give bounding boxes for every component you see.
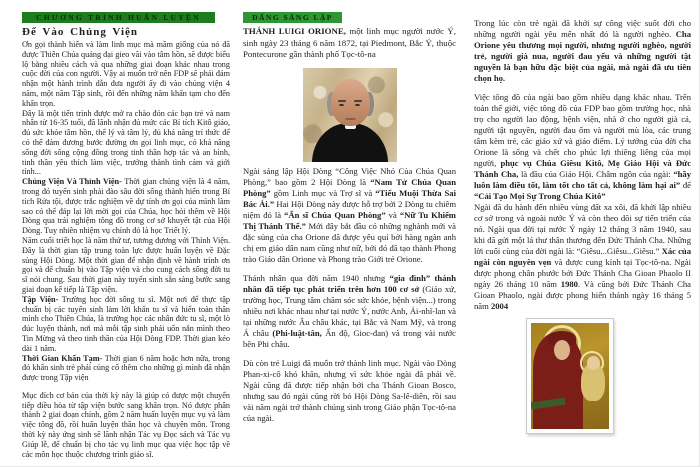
paragraph: Ơn gọi thành hiến và làm linh mục mà mầm giống của nó đã được Thiên Chúa quảng đại gieo vãi vào tâm hồn, sẽ được biểu lộ bằng nhiều cách và qua những giai đoạn khác nhau trong cuộc đời của con người. Vậy ai muốn trở nên FDP sẽ phải đảm nhận một hành trình dẫn đưa người ấy đi vào chủng viện 4 năm, một năm Tập sinh, rồi đến những năm khấn tạm cho đến khấn trọn. xyxy=(22,40,230,108)
portrait-brow-right xyxy=(354,100,362,102)
paragraph: Trong lúc còn trẻ ngài đã khởi sự công việc suốt đời cho những người ngài yêu mến nhất đó là người nghèo. Cha Orione yêu thương mọi người, nhưng người nghèo, người trẻ, người già nua, người đau yếu và những người tật nguyền là bạn hữu đặc biệt của ngài, mà ngài đã ưu tiên chọn họ. xyxy=(474,18,691,83)
paragraph: Chủng Viện Và Thỉnh Viện- Thời gian chủng viện là 4 năm, trong đó tuyển sinh phải đào sâu đời sống thành hiến trong Bí tích Rửa tội, được trắc nghiệm về dự tính ơn gọi của mình làm sao có thể đáp lại lời mời gọi của Chúa, học hỏi thêm về Hội Dòng qua trải nghiệm tông đồ trong cơ sở khuyết tật của Hội Dòng. Tuy nhiên nhiệm vụ chính đó là học Triết lý. xyxy=(22,177,230,236)
portrait-eye-left xyxy=(339,104,344,106)
portrait-mouth xyxy=(345,118,356,120)
mary-face xyxy=(554,340,570,360)
formation-program-text xyxy=(22,40,230,459)
apostolate-column xyxy=(474,18,691,434)
paragraph: Mục đích cơ bản của thời kỳ này là giúp có được một chuyển tiếp điều hòa từ tập viện bước sang khấn trọn. Nó được phân thành 2 giai đoạn chính, gồm 2 năm huấn luyện mục vụ và làm việc tông đồ, rồi huấn luyện thần học và chuyên môn. Trong thời kỳ này ứng sinh sẽ lãnh nhận Tác vụ Đọc sách và Tác vụ Giúp lễ, để chuẩn bị cho tác vụ linh mục qua việc học tập về các môn học thuộc chương trình giáo sĩ. xyxy=(22,390,230,459)
paragraph: THÁNH LUIGI ORIONE, một linh mục người nước Ý, sinh ngày 23 tháng 6 năm 1872, tại Piedmont, Bắc Ý, thuộc Pontecurone gần thành phố Tọc-tô-na xyxy=(243,26,456,60)
apostolate-text xyxy=(474,18,691,312)
icon-artwork xyxy=(531,323,609,429)
portrait-eye-right xyxy=(355,104,360,106)
paragraph: Ngài sáng lập Hội Dòng “Công Việc Nhỏ Của Chúa Quan Phòng,” bao gồm 2 Hội Dòng là “Nam Tử Chúa Quan Phòng” gồm Linh mục và Trợ sĩ và “Tiểu Muội Thừa Sai Bác Ái.” Hai Hội Dòng này được hỗ trợ bởi 2 Dòng tu chiêm niệm đó là “Ẩn sĩ Chúa Quan Phòng” và “Nữ Tu Khiếm Thị Thánh Thể.” Mới đây bắt đầu có những nghành mới và đặc sủng của cha Orione đã được yêu quí bởi hàng ngàn anh chị em giáo dân nam cũng như nữ, bởi đó đã tạo thành Phong trào Giáo dân Orione và Phong trào Giới trẻ Orione. xyxy=(243,165,457,264)
section-title-enter-seminary: Để Vào Chủng Viện xyxy=(22,26,139,38)
portrait-brow-left xyxy=(338,100,346,102)
founder-column xyxy=(243,10,456,424)
founder-story-text xyxy=(243,166,456,424)
paragraph: Ngài đã du hành đến nhiều vùng đất xa xôi, đã khởi lập nhiều cơ sở trong và ngoài nước Ý và còn theo dõi sự tiến triển của nó. Ngài qua đời tại nước Ý ngày 12 tháng 3 năm 1940, sau khi đã gửi một lá thư thân thương đến Đức Thánh Cha. Những lời cuối cùng của đời ngài là: “Giêsu...Giêsu...Giêsu.” Xác của ngài còn nguyên vẹn và được cung kính tại Tọc-tô-na. Ngài được phong chân phước bởi Đức Thánh Cha Gioan Phaolo II ngày 26 tháng 10 năm 1980. Và cũng bởi Đức Thánh Cha Gioan Phaolo, ngài được phong hiển thánh ngày 16 tháng 5 năm 2004 xyxy=(474,202,691,311)
program-header-bar xyxy=(22,12,215,23)
formation-program-column xyxy=(22,10,230,459)
paragraph: Thánh nhân qua đời năm 1940 nhưng “gia đình” thánh nhân đã tiếp tục phát triển trên hơn 100 cơ sở (Giáo xứ, trường học, Trung tâm chăm sóc sức khỏe, bệnh viện...) trong nhiều nơi khác nhau như tại nước Ý, nước Anh, Ái-nhĩ-lan và tại những nước Âu châu khác, tại Bắc và Nam Mỹ, và trong Á châu (Phi-luật-tân, Ấn độ, Gioc-đan) và trong vài nước bên Phi châu. xyxy=(243,272,457,349)
program-header-label: CHƯƠNG TRÌNH HUẤN LUYỆN xyxy=(36,13,201,22)
founder-header-label: ĐẤNG SÁNG LẬP xyxy=(252,13,333,22)
founder-intro-text xyxy=(243,26,456,61)
founder-portrait-photo xyxy=(303,68,397,162)
paragraph: Thời Gian Khấn Tạm- Thời gian 6 năm hoặc hơn nữa, trong đó khấn sinh trẻ phải củng cố thêm cho những gì mình đã nhận được trong Tập viện xyxy=(22,353,230,383)
paragraph: Năm cuối triết học là năm thứ tư, tương đương với Thỉnh Viện. Đây là thời gian tập trung toàn lực được huấn luyện về Đặc sủng Hội Dòng. Một thời gian để nhận định về hành trình ơn gọi và để chuẩn bị vào Tập viện và cho cung cách sống đời tu sĩ nói chung. Sau thời gian này tuyển sinh sẵn sàng bước sang giai đoạn kế tiếp là Tập viện. xyxy=(22,235,230,294)
paragraph: Việc tông đồ của ngài bao gồm nhiều dạng khác nhau. Trên toàn thế giới, việc tông đồ của FDP bao gồm trường học, nhà trọ cho người lao động, bệnh viện, nhà ở cho người già cả, người tật nguyền, người đau ốm và người mù lòa, các trung tâm kèm trẻ, các giáo xứ và giáo điểm. Lý tưởng của đời cha Orione là sống và chết cho phúc lợi thiêng liêng của mọi người, phục vụ Chúa Giêsu Kitô, Mẹ Giáo Hội và Đức Thánh Cha, là đầu của Giáo Hội. Châm ngôn của ngài: “hãy luôn làm điều tốt, làm tốt cho tất cả, không làm hại ai” để “Cải Tạo Mọi Sự Trong Chúa Kitô” xyxy=(474,92,692,201)
founder-header-bar xyxy=(243,12,342,23)
paragraph: Tập Viện- Trường học đời sống tu sĩ. Một nơi để thực tập chuẩn bị các tuyển sinh làm lời khấn tu sĩ và hiến toàn thân mình cho Thiên Chúa, là trường học các nhân đức tu sĩ, một lò đúc luyện thành, nơi mà mỗi tập sinh phải uốn nắn mình theo Tin Mừng và theo tinh thần của Hội Dòng FDP. Thời gian kéo dài 1 năm. xyxy=(22,294,230,353)
paragraph: Đây là một tiến trình được mở ra chào đón các bạn trẻ và nam nhân từ 16-35 tuổi, đã lãnh nhận đủ mức các Bí tích Kitô giáo, đủ sức khỏe tâm hồn, thể lý và tâm lý, đủ khả năng trí thức để có thể đảm đương bước đường ơn gọi linh mục, có khả năng sống đời sống cộng đồng trong tinh thần hợp tác và an bình, tinh thần yêu thích làm việc, trưởng thành tình cảm và giới tính... xyxy=(22,108,230,177)
paragraph: Dù còn trẻ Luigi đã muốn trở thành linh mục. Ngài vào Dòng Phan-xi-cô khó khăn, nhưng vì sức khỏe ngài đã phải về. Ngài cũng đã được tiếp nhận bởi cha Thánh Gioan Bosco, nhưng sau đó ngài cũng rời bỏ Hội Dòng Sa-lê-diên, rồi sau vài năm ngài trở thành chúng sinh trong Giáo phận Tọc-tô-na của ngài. xyxy=(243,357,456,423)
christ-child-face xyxy=(587,356,600,370)
madonna-and-child-icon xyxy=(526,318,614,434)
